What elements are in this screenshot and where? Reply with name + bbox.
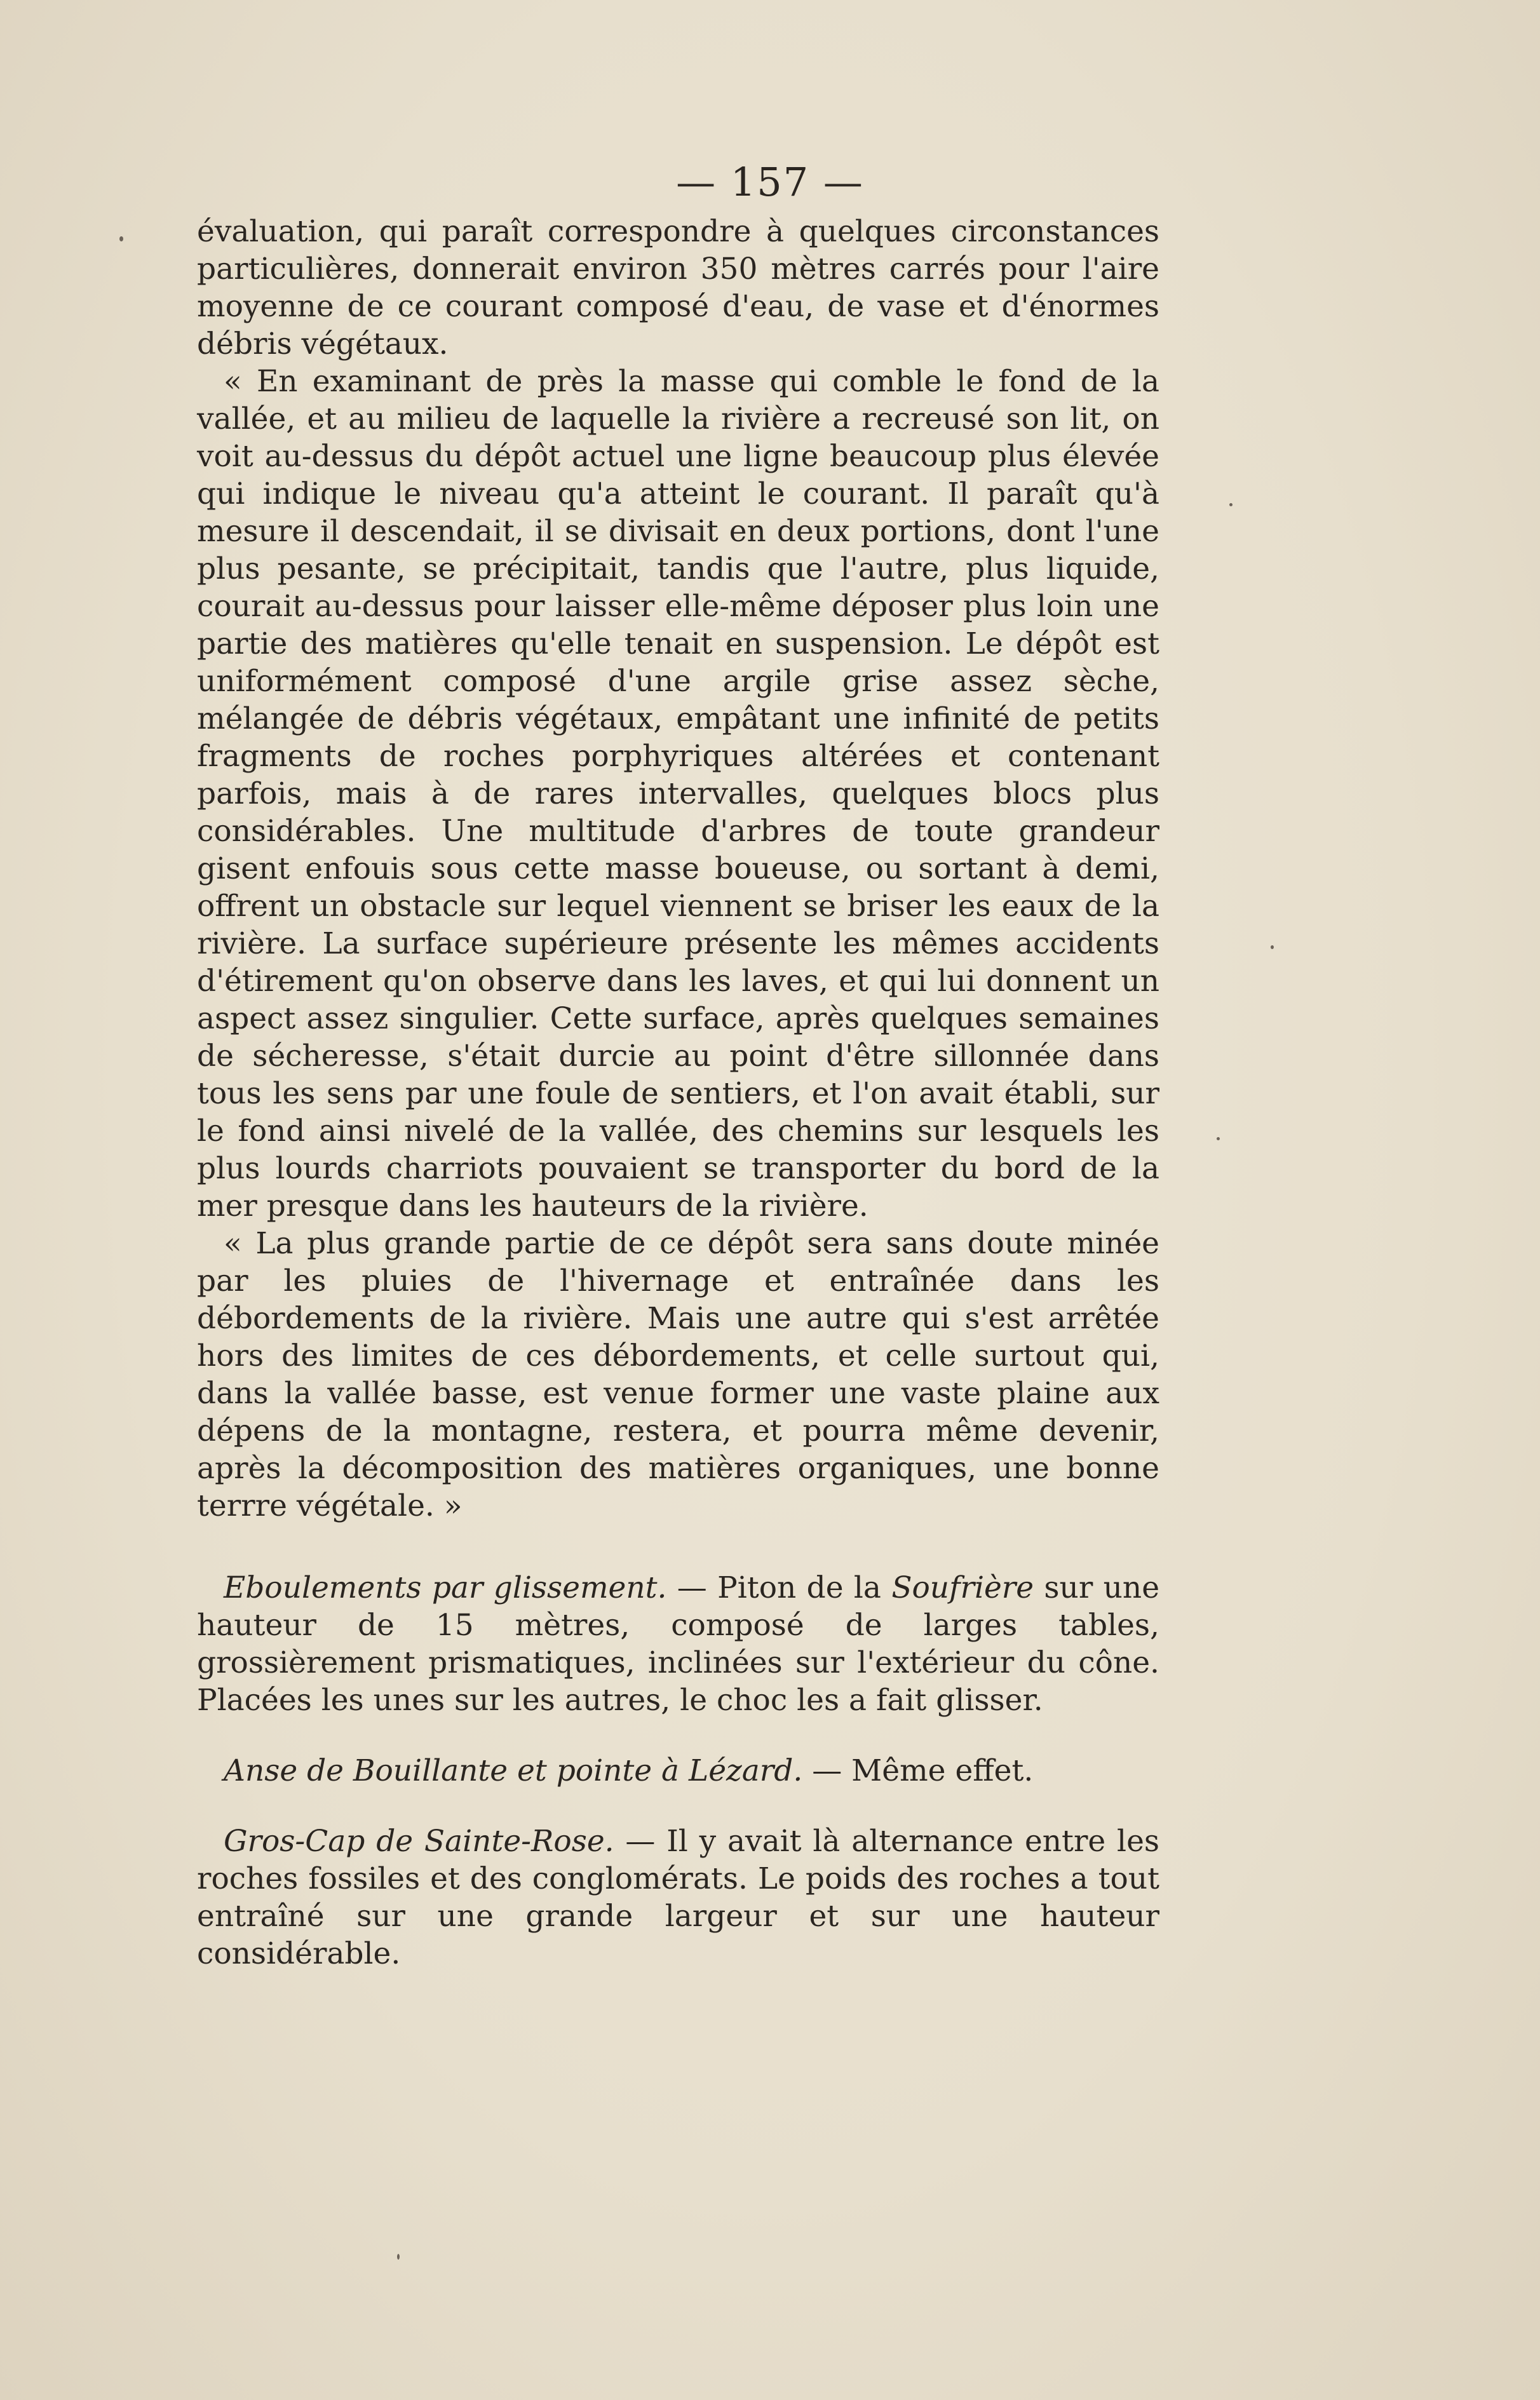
body-text <box>197 213 1159 1972</box>
eboulements-text-1: — Piton de la <box>666 1570 892 1605</box>
eboulements-text-2: sur une hauteur de 15 mètres, composé de larges tables, grossièrement prismatiques, inclinées sur l'extérieur du cône. Placées les unes sur les autres, le choc les a fait glisser. <box>197 1570 1160 1718</box>
paragraph-bouillante <box>197 1752 1159 1790</box>
section-title-bouillante: Anse de Bouillante et pointe à Lézard. <box>224 1753 803 1788</box>
place-soufriere: Soufrière <box>891 1570 1034 1605</box>
gros-cap-text: — Il y avait là alternance entre les roches fossiles et des conglomérats. Le poids des roches a tout entraîné sur une grande largeur et sur une hauteur considérable. <box>197 1824 1160 1971</box>
page-number: — 157 — <box>676 159 864 205</box>
paper-speck <box>119 236 123 241</box>
section-title-gros-cap: Gros-Cap de Sainte-Rose. <box>224 1824 614 1859</box>
paragraph-1: évaluation, qui paraît correspondre à quelques circonstances particulières, donnerait environ 350 mètres carrés pour l'aire moyenne de ce courant composé d'eau, de vase et d'énormes débris végétaux. <box>197 214 1159 361</box>
paper-speck <box>397 2254 400 2260</box>
bouillante-text: — Même effet. <box>802 1753 1034 1788</box>
paragraph-3: « La plus grande partie de ce dépôt sera sans doute minée par les pluies de l'hivernage et entraînée dans les débordements de la rivière. Mais une autre qui s'est arrêtée hors des limites de ces débordements, et celle surtout qui, dans la vallée basse, est venue former une vaste plaine aux dépens de la montagne, restera, et pourra même devenir, après la décomposition des matières organiques, une bonne terrre végétale. » <box>197 1226 1159 1523</box>
paragraph-gros-cap <box>197 1823 1159 1972</box>
paragraph-eboulements <box>197 1569 1159 1719</box>
section-title-eboulements: Eboulements par glissement. <box>224 1570 667 1605</box>
paper-speck <box>1271 945 1274 949</box>
paper-speck <box>1229 503 1233 506</box>
paper-speck <box>1217 1137 1220 1140</box>
paragraph-2: « En examinant de près la masse qui comble le fond de la vallée, et au milieu de laquelle la rivière a recreusé son lit, on voit au-dessus du dépôt actuel une ligne beaucoup plus élevée qui indique le niveau qu'a atteint le courant. Il paraît qu'à mesure il descendait, il se divisait en deux portions, dont l'une plus pesante, se précipitait, tandis que l'autre, plus liquide, courait au-dessus pour laisser elle-même déposer plus loin une partie des matières qu'elle tenait en suspension. Le dépôt est uniformément composé d'une argile grise assez sèche, mélangée de débris végétaux, empâtant une infinité de petits fragments de roches porphyriques altérées et contenant parfois, mais à de rares intervalles, quelques blocs plus considérables. Une multitude d'arbres de toute grandeur gisent enfouis sous cette masse boueuse, ou sortant à demi, offrent un obstacle sur lequel viennent se briser les eaux de la rivière. La surface supérieure présente les mêmes accidents d'étirement qu'on observe dans les laves, et qui lui donnent un aspect assez singulier. Cette surface, après quelques semaines de sécheresse, s'était durcie au point d'être sillonnée dans tous les sens par une foule de sentiers, et l'on avait établi, sur le fond ainsi nivelé de la vallée, des chemins sur lesquels les plus lourds charriots pouvaient se transporter du bord de la mer presque dans les hauteurs de la rivière. <box>197 364 1159 1224</box>
